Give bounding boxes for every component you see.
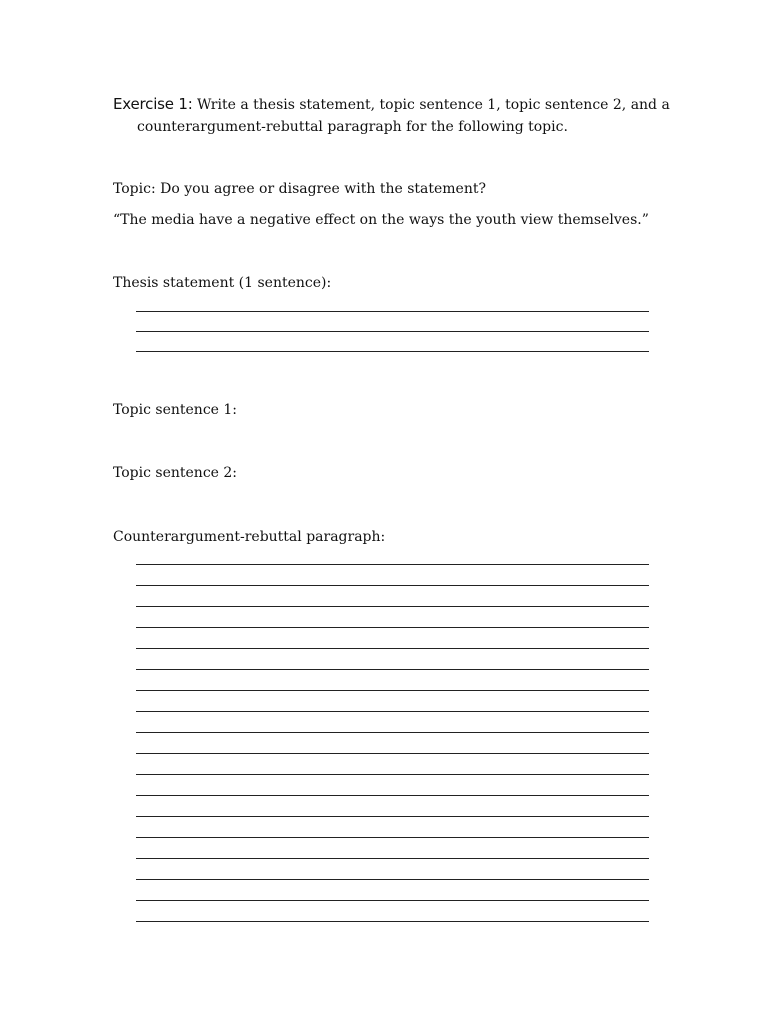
answer-line[interactable]	[136, 690, 649, 691]
instruction-line-2: counterargument-rebuttal paragraph for the following topic.	[137, 119, 568, 135]
answer-line[interactable]	[136, 879, 649, 880]
answer-line[interactable]	[136, 331, 649, 332]
answer-line[interactable]	[136, 606, 649, 607]
answer-line[interactable]	[136, 921, 649, 922]
exercise-instruction	[113, 95, 670, 114]
answer-line[interactable]	[136, 351, 649, 352]
topic-sentence-1-label: Topic sentence 1:	[113, 402, 238, 418]
answer-line[interactable]	[136, 816, 649, 817]
topic-statement: “The media have a negative effect on the ways the youth view themselves.”	[113, 212, 649, 228]
instruction-line-1: Write a thesis statement, topic sentence 1, topic sentence 2, and a	[197, 97, 670, 113]
answer-line[interactable]	[136, 732, 649, 733]
answer-line[interactable]	[136, 753, 649, 754]
answer-line[interactable]	[136, 585, 649, 586]
answer-line[interactable]	[136, 648, 649, 649]
answer-line[interactable]	[136, 795, 649, 796]
answer-line[interactable]	[136, 311, 649, 312]
thesis-label: Thesis statement (1 sentence):	[113, 275, 332, 291]
answer-line[interactable]	[136, 774, 649, 775]
answer-line[interactable]	[136, 858, 649, 859]
answer-line[interactable]	[136, 837, 649, 838]
topic-question: Topic: Do you agree or disagree with the statement?	[113, 181, 486, 197]
answer-line[interactable]	[136, 627, 649, 628]
answer-line[interactable]	[136, 711, 649, 712]
answer-line[interactable]	[136, 900, 649, 901]
answer-line[interactable]	[136, 669, 649, 670]
exercise-label: Exercise 1:	[113, 95, 193, 113]
answer-line[interactable]	[136, 564, 649, 565]
counterargument-label: Counterargument-rebuttal paragraph:	[113, 529, 386, 545]
topic-sentence-2-label: Topic sentence 2:	[113, 465, 238, 481]
